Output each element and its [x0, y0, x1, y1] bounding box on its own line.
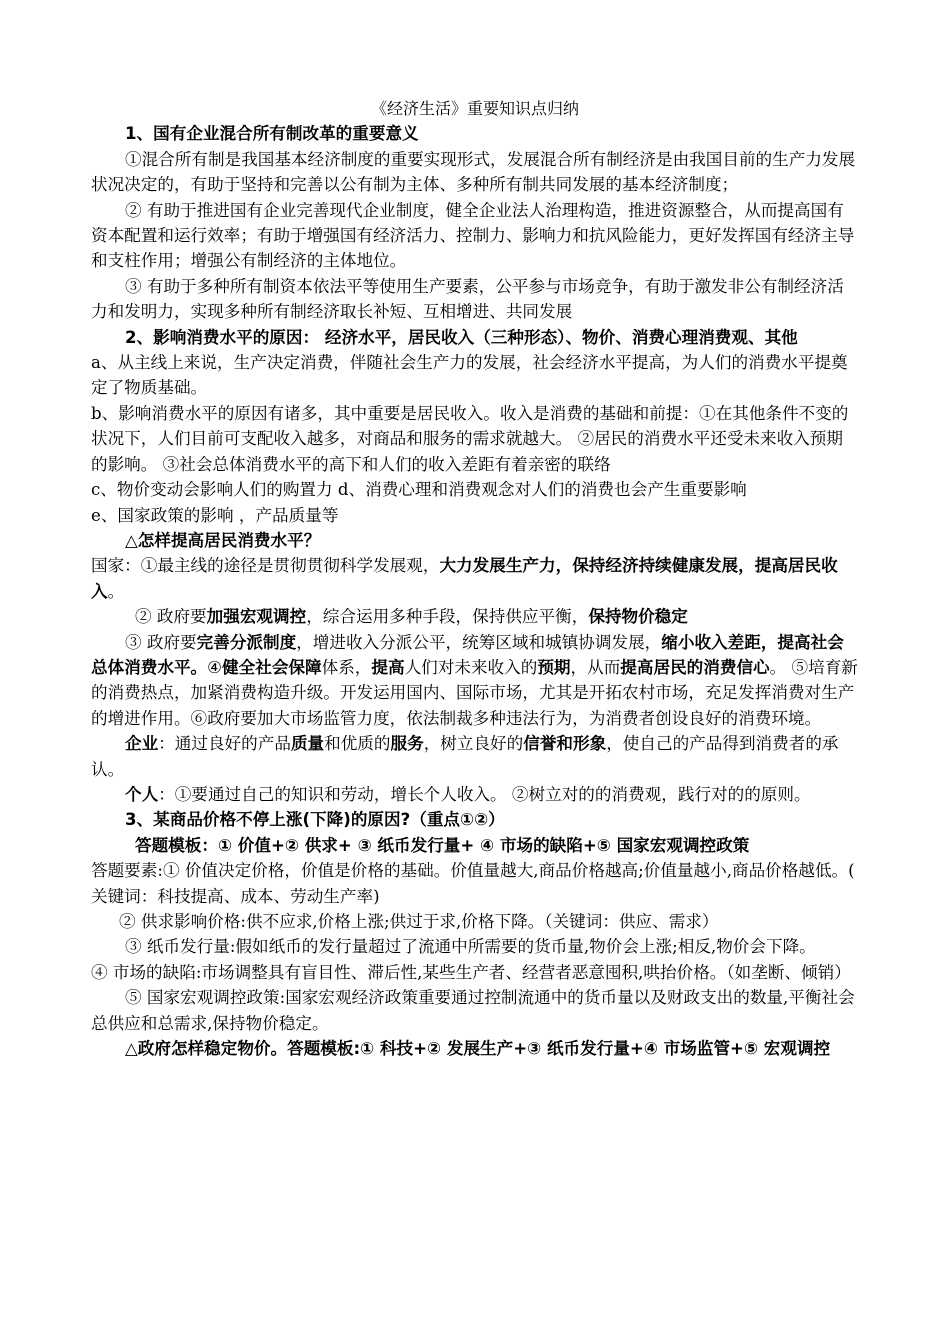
nation-paragraph — [91, 553, 859, 604]
bold-run: 质量 — [290, 734, 325, 754]
section2-item-b: b、影响消费水平的原因有诸多，其中重要是居民收入。收入是消费的基础和前提：①在其他条件不变的状况下，人们目前可支配收入越多，对商品和服务的需求就越大。 ②居民的消费水平还受未来收入预期的影响。 ③社会总体消费水平的高下和人们的收入差距有着亲密的联络 — [91, 403, 849, 474]
bold-run: 健全社会保障 — [222, 657, 322, 677]
bold-run: 预期 — [537, 657, 571, 677]
text-run: 和优质的 — [324, 734, 391, 754]
text-run: ，增进收入分派公平，统筹区域和城镇协调发展， — [296, 632, 662, 652]
text-run: 人们对未来收入的 — [404, 657, 538, 677]
section2-heading: 2、影响消费水平的原因： 经济水平，居民收入（三种形态）、物价、消费心理消费观、其他 — [125, 327, 798, 347]
text-run: ，从而 — [570, 657, 621, 677]
bold-run: 提高 — [371, 657, 405, 677]
bold-run: 提高居民的消费信心 — [620, 657, 770, 677]
section2-question: △怎样提高居民消费水平？ — [125, 530, 321, 550]
text-run: ，使自己的产品得到消费者的承认。 — [91, 734, 839, 779]
bold-run: 个人 — [125, 784, 159, 804]
document-page — [91, 96, 859, 1061]
answer-template: 答题模板：① 价值+② 供求+ ③ 纸币发行量+ ④ 市场的缺陷+⑤ 国家宏观调控政策 — [135, 835, 750, 855]
stabilize-prices-template: △政府怎样稳定物价。答题模板:① 科技+② 发展生产+③ 纸币发行量+④ 市场监管+⑤ 宏观调控 — [125, 1039, 831, 1059]
enterprise-paragraph — [91, 731, 859, 782]
document-title: 《经济生活》重要知识点归纳 — [370, 99, 579, 118]
bold-run: 企业 — [125, 734, 159, 754]
text-run: 体系， — [321, 657, 372, 677]
section3-heading: 3、某商品价格不停上涨(下降)的原因?（重点①②） — [125, 810, 505, 830]
text-run: ，树立良好的 — [423, 734, 524, 754]
answer-element-3: ③ 纸币发行量:假如纸币的发行量超过了流通中所需要的货币量,物价会上涨;相反,物价会下降。 — [125, 937, 816, 957]
bold-run: 完善分派制度 — [196, 632, 297, 652]
text-run: 国家：①最主线的途径是贯彻贯彻科学发展观， — [91, 556, 440, 576]
text-run: ：通过良好的产品 — [158, 734, 291, 754]
bold-run: 缩小收入差距，提高社会总体消费水平。 — [91, 632, 844, 677]
section1-paragraph-2: ② 有助于推进国有企业完善现代企业制度，健全企业法人治理构造，推进资源整合，从而提高国有资本配置和运行效率；有助于增强国有经济活力、控制力、影响力和抗风险能力，更好发挥国有经济主导和支柱作用；增强公有制经济的主体地位。 — [91, 200, 855, 271]
section1-heading: 1、国有企业混合所有制改革的重要意义 — [125, 124, 419, 144]
text-run: ② 政府要 — [135, 607, 207, 627]
answer-element-4: ④ 市场的缺陷:市场调整具有盲目性、滞后性,某些生产者、经营者恶意囤积,哄抬价格。（如垄断、倾销） — [91, 962, 851, 982]
text-run: ，综合运用多种手段，保持供应平衡， — [306, 607, 589, 627]
bold-run: 保持物价稳定 — [588, 607, 688, 627]
government-paragraph-2 — [91, 604, 859, 629]
answer-element-5: ⑤ 国家宏观调控政策:国家宏观经济政策重要通过控制流通中的货币量以及财政支出的数量,平衡社会总供应和总需求,保持物价稳定。 — [91, 988, 855, 1033]
section2-item-e: e、国家政策的影响 ，产品质量等 — [91, 505, 339, 525]
text-run: 。 ⑤培育新的消费热点，加紧消费构造升级。开发运用国内、国际市场，尤其是开拓农村市场，充足发挥消费对生产的增进作用。⑥政府要加大市场监管力度，依法制裁多种违法行为，为消费者创设良好的消费环境。 — [91, 657, 858, 728]
section1-paragraph-1: ①混合所有制是我国基本经济制度的重要实现形式，发展混合所有制经济是由我国目前的生产力发展状况决定的，有助于坚持和完善以公有制为主体、多种所有制共同发展的基本经济制度； — [91, 149, 856, 195]
bold-run: 服务 — [390, 734, 424, 754]
bold-run: 大力发展生产力，保持经济持续健康发展，提高居民收入 — [91, 556, 838, 601]
answer-element-1: 答题要素:① 价值决定价格，价值是价格的基础。价值量越大,商品价格越高;价值量越小,商品价格越低。( 关键词：科技提高、成本、劳动生产率) — [91, 861, 855, 906]
answer-element-2: ② 供求影响价格:供不应求,价格上涨;供过于求,价格下降。（关键词：供应、需求） — [119, 912, 719, 931]
section2-item-cd: c、物价变动会影响人们的购置力 d、消费心理和消费观念对人们的消费也会产生重要影响 — [91, 480, 747, 500]
section2-item-a: a、从主线上来说，生产决定消费，伴随社会生产力的发展，社会经济水平提高，为人们的消费水平提奠定了物质基础。 — [91, 353, 848, 398]
text-run: 。 — [107, 581, 125, 601]
bold-run: 加强宏观调控 — [206, 607, 307, 627]
text-run: ④ — [207, 657, 223, 677]
text-run: ：①要通过自己的知识和劳动，增长个人收入。 ②树立对的的消费观，践行对的的原则。 — [158, 784, 811, 804]
text-run: ③ 政府要 — [125, 632, 197, 652]
individual-paragraph — [91, 782, 859, 807]
government-paragraph-3 — [91, 630, 859, 732]
section1-paragraph-3: ③ 有助于多种所有制资本依法平等使用生产要素，公平参与市场竞争，有助于激发非公有制经济活力和发明力，实现多种所有制经济取长补短、互相增进、共同发展 — [91, 276, 844, 322]
bold-run: 信誉和形象 — [523, 734, 607, 754]
